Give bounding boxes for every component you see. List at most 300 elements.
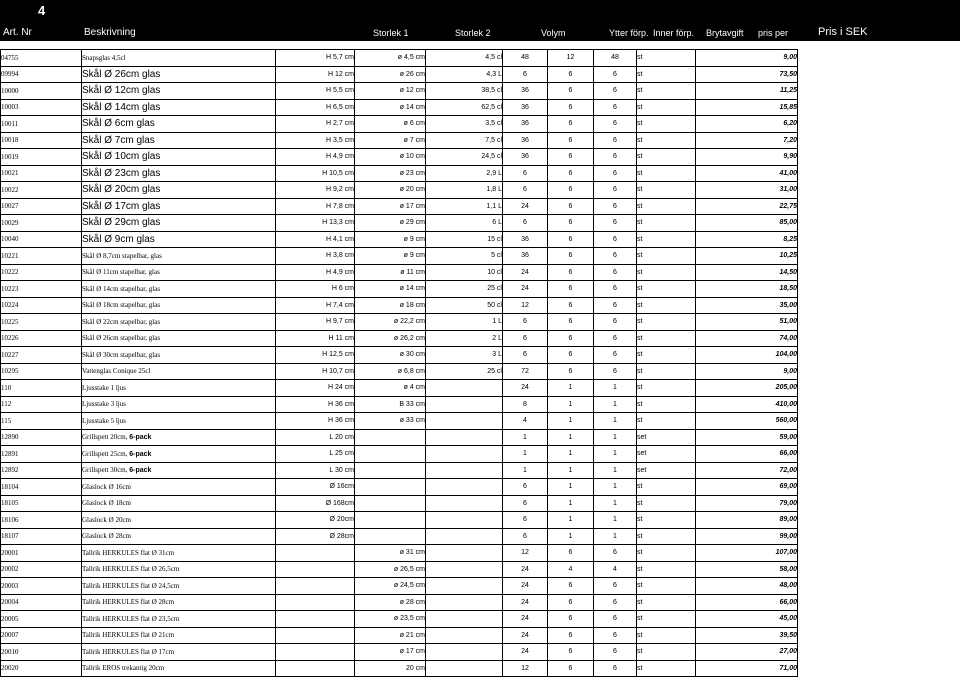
storlek2-cell: ø 12 cm	[355, 83, 426, 100]
volym-cell	[426, 495, 503, 512]
pris-per-cell: st	[637, 248, 696, 265]
inner-forp-cell: 4	[548, 561, 594, 578]
inner-forp-cell: 1	[548, 446, 594, 463]
volym-cell: 1,8 L	[426, 182, 503, 199]
pris-per-cell: set	[637, 429, 696, 446]
table-row	[1, 363, 798, 380]
ytter-forp-cell: 24	[503, 611, 548, 628]
inner-forp-cell: 6	[548, 264, 594, 281]
volym-cell	[426, 429, 503, 446]
table-row	[1, 83, 798, 100]
description-cell: Skål Ø 26cm stapelbar, glas	[82, 330, 276, 347]
storlek2-cell: ø 6,8 cm	[355, 363, 426, 380]
pris-per-cell: st	[637, 99, 696, 116]
inner-forp-cell: 6	[548, 198, 594, 215]
price-cell: 31,00	[696, 182, 798, 199]
ytter-forp-cell: 6	[503, 330, 548, 347]
pris-per-cell: st	[637, 347, 696, 364]
table-row	[1, 231, 798, 248]
art-nr-cell: 04755	[1, 50, 82, 67]
inner-forp-cell: 1	[548, 512, 594, 529]
ytter-forp-cell: 36	[503, 99, 548, 116]
inner-forp-cell: 1	[548, 495, 594, 512]
storlek1-cell: H 12,5 cm	[276, 347, 355, 364]
volym-cell	[426, 462, 503, 479]
table-row	[1, 561, 798, 578]
brytavgift-cell: 6	[594, 149, 637, 166]
storlek1-cell	[276, 627, 355, 644]
storlek1-cell: Ø 16cm	[276, 479, 355, 496]
brytavgift-cell: 1	[594, 380, 637, 397]
pris-per-cell: st	[637, 561, 696, 578]
inner-forp-cell: 6	[548, 660, 594, 677]
ytter-forp-cell: 6	[503, 314, 548, 331]
brytavgift-cell: 6	[594, 660, 637, 677]
storlek2-cell: ø 26 cm	[355, 66, 426, 83]
storlek1-cell: H 11 cm	[276, 330, 355, 347]
ytter-forp-cell: 6	[503, 182, 548, 199]
volym-cell: 10 cl	[426, 264, 503, 281]
art-nr-cell: 18106	[1, 512, 82, 529]
price-cell: 6,20	[696, 116, 798, 133]
price-table	[0, 49, 798, 677]
pris-per-cell: st	[637, 281, 696, 298]
volym-cell: 3 L	[426, 347, 503, 364]
storlek1-cell: H 5,5 cm	[276, 83, 355, 100]
brytavgift-cell: 6	[594, 314, 637, 331]
description-cell: Skål Ø 6cm glas	[82, 116, 276, 133]
brytavgift-cell: 1	[594, 528, 637, 545]
storlek2-cell: ø 30 cm	[355, 347, 426, 364]
price-cell: 18,50	[696, 281, 798, 298]
inner-forp-cell: 6	[548, 363, 594, 380]
pris-per-cell: st	[637, 644, 696, 661]
inner-forp-cell: 6	[548, 66, 594, 83]
pack-label: 6-pack	[129, 434, 152, 442]
art-nr-cell: 10295	[1, 363, 82, 380]
table-row	[1, 297, 798, 314]
ytter-forp-cell: 24	[503, 644, 548, 661]
storlek2-cell: ø 6 cm	[355, 116, 426, 133]
storlek1-cell: H 4,9 cm	[276, 149, 355, 166]
volym-cell: 24,5 cl	[426, 149, 503, 166]
header-brytavgift: Brytavgift	[706, 28, 744, 38]
storlek1-cell	[276, 545, 355, 562]
table-row	[1, 248, 798, 265]
storlek1-cell: H 5,7 cm	[276, 50, 355, 67]
ytter-forp-cell: 24	[503, 281, 548, 298]
table-row	[1, 413, 798, 430]
pris-per-cell: st	[637, 545, 696, 562]
description-cell: Skål Ø 14cm stapelbar, glas	[82, 281, 276, 298]
header-beskrivning: Beskrivning	[84, 27, 136, 38]
inner-forp-cell: 6	[548, 182, 594, 199]
price-cell: 11,25	[696, 83, 798, 100]
brytavgift-cell: 6	[594, 264, 637, 281]
description-text: Grillspett 20cm,	[82, 433, 130, 442]
price-cell: 71,00	[696, 660, 798, 677]
inner-forp-cell: 6	[548, 99, 594, 116]
storlek2-cell	[355, 429, 426, 446]
storlek1-cell: H 4,1 cm	[276, 231, 355, 248]
storlek2-cell	[355, 462, 426, 479]
pris-per-cell: st	[637, 512, 696, 529]
art-nr-cell: 115	[1, 413, 82, 430]
ytter-forp-cell: 6	[503, 215, 548, 232]
brytavgift-cell: 1	[594, 479, 637, 496]
volym-cell: 2 L	[426, 330, 503, 347]
inner-forp-cell: 6	[548, 627, 594, 644]
storlek1-cell: Ø 20cm	[276, 512, 355, 529]
art-nr-cell: 20010	[1, 644, 82, 661]
table-row	[1, 512, 798, 529]
price-cell: 69,00	[696, 479, 798, 496]
pris-per-cell: st	[637, 314, 696, 331]
storlek2-cell: ø 24,5 cm	[355, 578, 426, 595]
storlek2-cell: ø 18 cm	[355, 297, 426, 314]
volym-cell	[426, 627, 503, 644]
volym-cell: 1,1 L	[426, 198, 503, 215]
description-text: Grillspett 30cm,	[82, 466, 130, 475]
art-nr-cell: 20007	[1, 627, 82, 644]
pris-per-cell: st	[637, 297, 696, 314]
pris-per-cell: st	[637, 413, 696, 430]
storlek1-cell	[276, 644, 355, 661]
price-cell: 410,00	[696, 396, 798, 413]
price-cell: 79,00	[696, 495, 798, 512]
description-cell: Skål Ø 23cm glas	[82, 165, 276, 182]
art-nr-cell: 10223	[1, 281, 82, 298]
brytavgift-cell: 6	[594, 627, 637, 644]
volym-cell	[426, 644, 503, 661]
storlek1-cell: H 9,2 cm	[276, 182, 355, 199]
description-cell: Tallrik EROS trekantig 20cm	[82, 660, 276, 677]
description-cell	[82, 462, 276, 479]
brytavgift-cell: 48	[594, 50, 637, 67]
art-nr-cell: 09994	[1, 66, 82, 83]
brytavgift-cell: 6	[594, 347, 637, 364]
storlek2-cell: ø 9 cm	[355, 248, 426, 265]
storlek1-cell	[276, 660, 355, 677]
ytter-forp-cell: 6	[503, 528, 548, 545]
table-row	[1, 99, 798, 116]
storlek1-cell: H 24 cm	[276, 380, 355, 397]
volym-cell	[426, 479, 503, 496]
description-cell: Skål Ø 11cm stapelbar, glas	[82, 264, 276, 281]
art-nr-cell: 10018	[1, 132, 82, 149]
description-cell	[82, 446, 276, 463]
volym-cell	[426, 660, 503, 677]
price-cell: 10,25	[696, 248, 798, 265]
storlek2-cell: ø 20 cm	[355, 182, 426, 199]
brytavgift-cell: 6	[594, 231, 637, 248]
storlek1-cell: H 3,8 cm	[276, 248, 355, 265]
inner-forp-cell: 1	[548, 429, 594, 446]
table-row	[1, 528, 798, 545]
description-cell: Skål Ø 7cm glas	[82, 132, 276, 149]
ytter-forp-cell: 6	[503, 165, 548, 182]
description-cell: Skål Ø 17cm glas	[82, 198, 276, 215]
description-cell: Skål Ø 9cm glas	[82, 231, 276, 248]
ytter-forp-cell: 6	[503, 66, 548, 83]
brytavgift-cell: 6	[594, 281, 637, 298]
table-row	[1, 660, 798, 677]
volym-cell: 4,3 L	[426, 66, 503, 83]
storlek2-cell: ø 11 cm	[355, 264, 426, 281]
ytter-forp-cell: 24	[503, 380, 548, 397]
price-cell: 9,00	[696, 50, 798, 67]
volym-cell: 3,5 cl	[426, 116, 503, 133]
header-ytter-forp: Ytter förp.	[609, 28, 649, 38]
ytter-forp-cell: 12	[503, 545, 548, 562]
header-art-nr: Art. Nr	[3, 27, 32, 38]
pris-per-cell: st	[637, 611, 696, 628]
brytavgift-cell: 6	[594, 215, 637, 232]
description-cell: Tallrik HERKULES flat Ø 17cm	[82, 644, 276, 661]
art-nr-cell: 10221	[1, 248, 82, 265]
description-cell	[82, 429, 276, 446]
ytter-forp-cell: 36	[503, 132, 548, 149]
volym-cell: 25 cl	[426, 281, 503, 298]
volym-cell	[426, 545, 503, 562]
price-table-body	[1, 50, 798, 677]
volym-cell	[426, 594, 503, 611]
storlek2-cell	[355, 495, 426, 512]
volym-cell	[426, 396, 503, 413]
table-row	[1, 66, 798, 83]
description-cell: Skål Ø 30cm stapelbar, glas	[82, 347, 276, 364]
table-row	[1, 116, 798, 133]
description-cell: Snapsglas 4,5cl	[82, 50, 276, 67]
description-cell: Glaslock Ø 28cm	[82, 528, 276, 545]
brytavgift-cell: 6	[594, 66, 637, 83]
brytavgift-cell: 6	[594, 594, 637, 611]
volym-cell: 2,9 L	[426, 165, 503, 182]
description-text: Grillspett 25cm,	[82, 449, 130, 458]
volym-cell	[426, 611, 503, 628]
pris-per-cell: set	[637, 462, 696, 479]
volym-cell: 25 cl	[426, 363, 503, 380]
brytavgift-cell: 1	[594, 462, 637, 479]
price-cell: 27,00	[696, 644, 798, 661]
price-cell: 41,00	[696, 165, 798, 182]
price-cell: 35,00	[696, 297, 798, 314]
description-cell: Skål Ø 18cm stapelbar, glas	[82, 297, 276, 314]
volym-cell: 7,5 cl	[426, 132, 503, 149]
storlek1-cell: H 10,5 cm	[276, 165, 355, 182]
inner-forp-cell: 6	[548, 149, 594, 166]
inner-forp-cell: 6	[548, 594, 594, 611]
price-cell: 99,00	[696, 528, 798, 545]
art-nr-cell: 20002	[1, 561, 82, 578]
art-nr-cell: 18104	[1, 479, 82, 496]
storlek1-cell: H 13,3 cm	[276, 215, 355, 232]
pris-per-cell: st	[637, 380, 696, 397]
volym-cell: 1 L	[426, 314, 503, 331]
pris-per-cell: st	[637, 231, 696, 248]
price-cell: 66,00	[696, 446, 798, 463]
pris-per-cell: st	[637, 264, 696, 281]
brytavgift-cell: 1	[594, 429, 637, 446]
table-row	[1, 149, 798, 166]
description-cell: Skål Ø 22cm stapelbar, glas	[82, 314, 276, 331]
header-pris-per: pris per	[758, 28, 789, 38]
price-cell: 66,00	[696, 594, 798, 611]
storlek2-cell	[355, 479, 426, 496]
art-nr-cell: 20020	[1, 660, 82, 677]
storlek2-cell: ø 17 cm	[355, 644, 426, 661]
description-cell: Tallrik HERKULES flat Ø 21cm	[82, 627, 276, 644]
table-row	[1, 264, 798, 281]
inner-forp-cell: 6	[548, 644, 594, 661]
storlek1-cell	[276, 578, 355, 595]
table-row	[1, 429, 798, 446]
art-nr-cell: 112	[1, 396, 82, 413]
header-pris: Pris i SEK	[818, 26, 868, 38]
brytavgift-cell: 6	[594, 99, 637, 116]
inner-forp-cell: 6	[548, 165, 594, 182]
header-volym: Volym	[541, 28, 566, 38]
pris-per-cell: st	[637, 198, 696, 215]
table-row	[1, 644, 798, 661]
storlek1-cell: H 10,7 cm	[276, 363, 355, 380]
pris-per-cell: st	[637, 479, 696, 496]
brytavgift-cell: 6	[594, 165, 637, 182]
brytavgift-cell: 1	[594, 495, 637, 512]
pris-per-cell: st	[637, 396, 696, 413]
ytter-forp-cell: 24	[503, 627, 548, 644]
storlek2-cell: ø 26,5 cm	[355, 561, 426, 578]
storlek1-cell: H 4,9 cm	[276, 264, 355, 281]
ytter-forp-cell: 72	[503, 363, 548, 380]
art-nr-cell: 10027	[1, 198, 82, 215]
header-storlek2: Storlek 2	[455, 28, 491, 38]
brytavgift-cell: 6	[594, 83, 637, 100]
art-nr-cell: 20005	[1, 611, 82, 628]
storlek1-cell: H 7,4 cm	[276, 297, 355, 314]
page-number: 4	[38, 3, 46, 18]
price-cell: 22,75	[696, 198, 798, 215]
brytavgift-cell: 6	[594, 297, 637, 314]
inner-forp-cell: 6	[548, 215, 594, 232]
art-nr-cell: 20001	[1, 545, 82, 562]
brytavgift-cell: 1	[594, 396, 637, 413]
storlek2-cell: ø 28 cm	[355, 594, 426, 611]
description-cell: Skål Ø 8,7cm stapelbar, glas	[82, 248, 276, 265]
inner-forp-cell: 6	[548, 611, 594, 628]
storlek2-cell: ø 9 cm	[355, 231, 426, 248]
table-row	[1, 380, 798, 397]
table-row	[1, 462, 798, 479]
ytter-forp-cell: 24	[503, 594, 548, 611]
ytter-forp-cell: 36	[503, 248, 548, 265]
pack-label: 6-pack	[129, 450, 152, 458]
ytter-forp-cell: 1	[503, 446, 548, 463]
volym-cell	[426, 561, 503, 578]
storlek2-cell: ø 4 cm	[355, 380, 426, 397]
storlek1-cell: H 2,7 cm	[276, 116, 355, 133]
volym-cell	[426, 446, 503, 463]
price-cell: 73,50	[696, 66, 798, 83]
ytter-forp-cell: 6	[503, 479, 548, 496]
ytter-forp-cell: 12	[503, 660, 548, 677]
table-row	[1, 182, 798, 199]
brytavgift-cell: 6	[594, 182, 637, 199]
description-cell: Tallrik HERKULES flat Ø 26,5cm	[82, 561, 276, 578]
ytter-forp-cell: 6	[503, 495, 548, 512]
art-nr-cell: 10226	[1, 330, 82, 347]
ytter-forp-cell: 24	[503, 578, 548, 595]
brytavgift-cell: 4	[594, 561, 637, 578]
storlek2-cell: 20 cm	[355, 660, 426, 677]
storlek1-cell	[276, 561, 355, 578]
price-cell: 9,90	[696, 149, 798, 166]
price-cell: 104,00	[696, 347, 798, 364]
storlek2-cell: ø 31 cm	[355, 545, 426, 562]
art-nr-cell: 10029	[1, 215, 82, 232]
ytter-forp-cell: 24	[503, 561, 548, 578]
description-cell: Glaslock Ø 16cm	[82, 479, 276, 496]
storlek1-cell: H 36 cm	[276, 396, 355, 413]
art-nr-cell: 18107	[1, 528, 82, 545]
pris-per-cell: st	[637, 149, 696, 166]
storlek1-cell: L 25 cm	[276, 446, 355, 463]
description-cell: Skål Ø 26cm glas	[82, 66, 276, 83]
volym-cell	[426, 380, 503, 397]
brytavgift-cell: 1	[594, 446, 637, 463]
price-cell: 59,00	[696, 429, 798, 446]
ytter-forp-cell: 12	[503, 297, 548, 314]
ytter-forp-cell: 36	[503, 83, 548, 100]
storlek1-cell: H 3,5 cm	[276, 132, 355, 149]
storlek2-cell	[355, 512, 426, 529]
ytter-forp-cell: 24	[503, 264, 548, 281]
ytter-forp-cell: 6	[503, 512, 548, 529]
storlek2-cell	[355, 446, 426, 463]
storlek2-cell: ø 17 cm	[355, 198, 426, 215]
storlek2-cell: ø 10 cm	[355, 149, 426, 166]
price-cell: 39,50	[696, 627, 798, 644]
table-row	[1, 198, 798, 215]
art-nr-cell: 10000	[1, 83, 82, 100]
table-row	[1, 611, 798, 628]
brytavgift-cell: 6	[594, 132, 637, 149]
storlek2-cell: ø 23,5 cm	[355, 611, 426, 628]
table-row	[1, 578, 798, 595]
storlek2-cell: ø 14 cm	[355, 281, 426, 298]
volym-cell: 15 cl	[426, 231, 503, 248]
brytavgift-cell: 6	[594, 363, 637, 380]
storlek1-cell: Ø 168cm	[276, 495, 355, 512]
pris-per-cell: st	[637, 528, 696, 545]
pris-per-cell: st	[637, 495, 696, 512]
inner-forp-cell: 1	[548, 528, 594, 545]
ytter-forp-cell: 1	[503, 462, 548, 479]
volym-cell	[426, 413, 503, 430]
description-cell: Skål Ø 14cm glas	[82, 99, 276, 116]
pris-per-cell: st	[637, 215, 696, 232]
storlek1-cell: H 12 cm	[276, 66, 355, 83]
table-row	[1, 215, 798, 232]
pris-per-cell: st	[637, 165, 696, 182]
brytavgift-cell: 6	[594, 330, 637, 347]
brytavgift-cell: 6	[594, 116, 637, 133]
description-cell: Tallrik HERKULES flat Ø 31cm	[82, 545, 276, 562]
pris-per-cell: st	[637, 132, 696, 149]
volym-cell: 50 cl	[426, 297, 503, 314]
storlek2-cell: ø 21 cm	[355, 627, 426, 644]
inner-forp-cell: 1	[548, 413, 594, 430]
